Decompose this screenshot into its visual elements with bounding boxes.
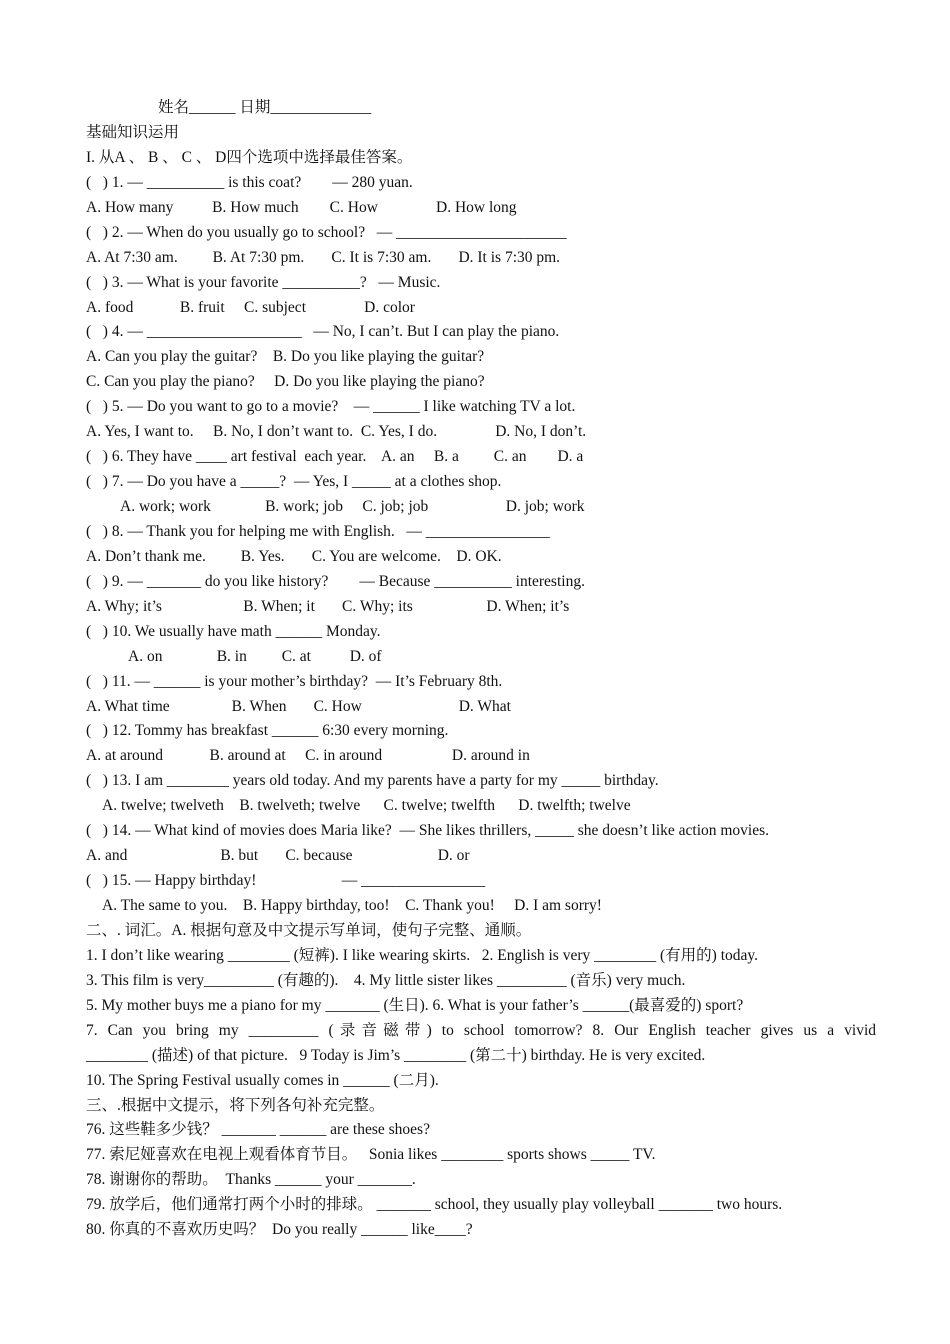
question-8-options: A. Don’t thank me. B. Yes. C. You are welcome. D. OK. bbox=[86, 547, 502, 565]
vocab-line: 10. The Spring Festival usually comes in ______ (二月). bbox=[86, 1071, 439, 1089]
question-7-options: A. work; work B. work; job C. job; job D. job; work bbox=[120, 498, 585, 515]
worksheet bbox=[86, 96, 876, 1243]
date-label: 日期 bbox=[235, 99, 271, 116]
question-9: ( ) 9. — _______ do you like history? — Because __________ interesting. bbox=[86, 572, 585, 590]
date-blank: _____________ bbox=[270, 99, 372, 116]
question-10: ( ) 10. We usually have math ______ Monday. bbox=[86, 622, 381, 640]
question-1-options: A. How many B. How much C. How D. How long bbox=[86, 198, 517, 216]
vocab-line: 7. Can you bring my _________ (录音磁带) to school tomorrow? 8. Our English teacher gives us a vivid bbox=[86, 1021, 876, 1039]
part3-title: 三、.根据中文提示，将下列各句补充完整。 bbox=[86, 1096, 385, 1114]
question-8: ( ) 8. — Thank you for helping me with English. — ________________ bbox=[86, 522, 550, 540]
header-line bbox=[86, 96, 876, 121]
question-2: ( ) 2. — When do you usually go to school? — ______________________ bbox=[86, 223, 567, 241]
part1-question-list bbox=[86, 171, 876, 919]
vocab-line: ________ (描述) of that picture. 9 Today is Jim’s ________ (第二十) birthday. He is very excited. bbox=[86, 1046, 706, 1064]
translation-line: 79. 放学后，他们通常打两个小时的排球。 _______ school, they usually play volleyball _______ two hours. bbox=[86, 1196, 783, 1214]
translation-line: 76. 这些鞋多少钱？ _______ ______ are these shoes? bbox=[86, 1121, 430, 1139]
question-15: ( ) 15. — Happy birthday! — ________________ bbox=[86, 872, 486, 890]
question-12: ( ) 12. Tommy has breakfast ______ 6:30 every morning. bbox=[86, 722, 449, 740]
question-14: ( ) 14. — What kind of movies does Maria like? — She likes thrillers, _____ she doesn’t like action movies. bbox=[86, 822, 770, 840]
name-label: 姓名 bbox=[158, 99, 190, 116]
question-1: ( ) 1. — __________ is this coat? — 280 yuan. bbox=[86, 173, 413, 191]
name-blank: ______ bbox=[189, 99, 236, 116]
part1-title: I. 从A 、 B 、 C 、 D四个选项中选择最佳答案。 bbox=[86, 148, 413, 166]
vocab-line: 1. I don’t like wearing ________ (短裤). I like wearing skirts. 2. English is very ________ (有用的) today. bbox=[86, 946, 758, 964]
translation-line: 77. 索尼娅喜欢在电视上观看体育节目。 Sonia likes ________ sports shows _____ TV. bbox=[86, 1146, 656, 1164]
question-14-options: A. and B. but C. because D. or bbox=[86, 847, 470, 865]
question-3-options: A. food B. fruit C. subject D. color bbox=[86, 298, 415, 316]
question-12-options: A. at around B. around at C. in around D. around in bbox=[86, 747, 530, 765]
question-2-options: A. At 7:30 am. B. At 7:30 pm. C. It is 7:30 am. D. It is 7:30 pm. bbox=[86, 248, 561, 266]
question-4-options: A. Can you play the guitar? B. Do you like playing the guitar? bbox=[86, 348, 485, 366]
question-5: ( ) 5. — Do you want to go to a movie? — ______ I like watching TV a lot. bbox=[86, 398, 576, 416]
question-11-options: A. What time B. When C. How D. What bbox=[86, 697, 511, 715]
part2-title: 二、. 词汇。A. 根据句意及中文提示写单词，使句子完整、通顺。 bbox=[86, 921, 532, 939]
question-3: ( ) 3. — What is your favorite __________? — Music. bbox=[86, 273, 441, 291]
section-basic-title: 基础知识运用 bbox=[86, 123, 180, 141]
question-6: ( ) 6. They have ____ art festival each year. A. an B. a C. an D. a bbox=[86, 448, 584, 466]
translation-line: 80. 你真的不喜欢历史吗？ Do you really ______ like____? bbox=[86, 1221, 473, 1239]
part2-line-list bbox=[86, 944, 876, 1094]
question-15-options: A. The same to you. B. Happy birthday, too! C. Thank you! D. I am sorry! bbox=[102, 897, 602, 914]
vocab-line: 3. This film is very_________ (有趣的). 4. My little sister likes _________ (音乐) very much. bbox=[86, 971, 686, 989]
question-9-options: A. Why; it’s B. When; it C. Why; its D. When; it’s bbox=[86, 597, 570, 615]
question-13: ( ) 13. I am ________ years old today. And my parents have a party for my _____ birthday. bbox=[86, 772, 659, 790]
question-7: ( ) 7. — Do you have a _____? — Yes, I _____ at a clothes shop. bbox=[86, 473, 502, 491]
translation-line: 78. 谢谢你的帮助。 Thanks ______ your _______. bbox=[86, 1171, 416, 1189]
question-13-options: A. twelve; twelveth B. twelveth; twelve C. twelve; twelfth D. twelfth; twelve bbox=[102, 797, 631, 815]
question-10-options: A. on B. in C. at D. of bbox=[128, 647, 382, 665]
question-11: ( ) 11. — ______ is your mother’s birthday? — It’s February 8th. bbox=[86, 672, 503, 690]
vocab-line: 5. My mother buys me a piano for my _______ (生日). 6. What is your father’s ______(最喜爱的) sport? bbox=[86, 996, 744, 1014]
question-5-options: A. Yes, I want to. B. No, I don’t want to. C. Yes, I do. D. No, I don’t. bbox=[86, 423, 587, 441]
question-4: ( ) 4. — ____________________ — No, I can’t. But I can play the piano. bbox=[86, 323, 560, 341]
question-4-options: C. Can you play the piano? D. Do you like playing the piano? bbox=[86, 373, 485, 391]
part3-line-list bbox=[86, 1118, 876, 1243]
